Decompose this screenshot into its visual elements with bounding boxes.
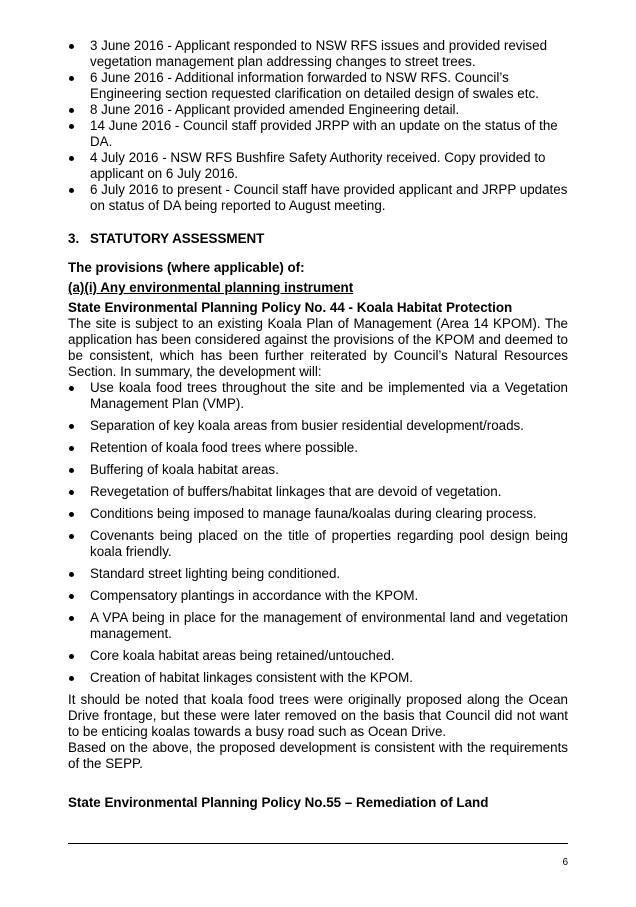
sepp44-point: Buffering of koala habitat areas. — [68, 462, 568, 478]
sepp44-point: Retention of koala food trees where possible. — [68, 440, 568, 456]
page-number: 6 — [562, 857, 568, 868]
sepp44-point: A VPA being in place for the management of environmental land and vegetation management. — [68, 610, 568, 642]
timeline-item: 6 June 2016 - Additional information forwarded to NSW RFS. Council’s Engineering section requested clarification on detailed design of swales etc. — [68, 70, 568, 102]
timeline-item: 8 June 2016 - Applicant provided amended Engineering detail. — [68, 102, 568, 118]
sepp55-heading: State Environmental Planning Policy No.55 – Remediation of Land — [68, 795, 489, 810]
sepp44-point: Conditions being imposed to manage fauna/koalas during clearing process. — [68, 506, 568, 522]
timeline-list — [68, 38, 568, 214]
timeline-item: 14 June 2016 - Council staff provided JRPP with an update on the status of the DA. — [68, 118, 568, 150]
sepp44-note-paragraph: It should be noted that koala food trees were originally proposed along the Ocean Drive frontage, but these were later removed on the basis that Council did not want to be enticing koalas towards a busy road such as Ocean Drive. — [68, 692, 568, 739]
sepp44-conclusion-paragraph: Based on the above, the proposed development is consistent with the requirements of the SEPP. — [68, 740, 568, 771]
instrument-subheading: (a)(i) Any environmental planning instrument — [68, 280, 354, 295]
sepp44-points-list — [68, 380, 568, 686]
sepp44-point: Core koala habitat areas being retained/untouched. — [68, 648, 568, 664]
page-content — [68, 38, 568, 811]
section-number: 3. — [68, 231, 80, 246]
section-title: STATUTORY ASSESSMENT — [90, 231, 265, 246]
section-heading — [68, 231, 568, 247]
timeline-item: 3 June 2016 - Applicant responded to NSW RFS issues and provided revised vegetation management plan addressing changes to street trees. — [68, 38, 568, 70]
sepp44-intro-paragraph: The site is subject to an existing Koala Plan of Management (Area 14 KPOM). The application has been considered against the provisions of the KPOM and deemed to be consistent, which has been further reiterated by Council’s Natural Resources Section. In summary, the development will: — [68, 316, 568, 379]
sepp44-point: Separation of key koala areas from busier residential development/roads. — [68, 418, 568, 434]
sepp44-point: Revegetation of buffers/habitat linkages that are devoid of vegetation. — [68, 484, 568, 500]
sepp44-point: Covenants being placed on the title of properties regarding pool design being koala friendly. — [68, 528, 568, 560]
provisions-heading: The provisions (where applicable) of: — [68, 260, 305, 275]
footer-divider — [68, 843, 568, 844]
timeline-item: 6 July 2016 to present - Council staff have provided applicant and JRPP updates on status of DA being reported to August meeting. — [68, 182, 568, 214]
sepp44-heading: State Environmental Planning Policy No. 44 - Koala Habitat Protection — [68, 300, 513, 315]
sepp44-point: Compensatory plantings in accordance with the KPOM. — [68, 588, 568, 604]
sepp44-point: Standard street lighting being conditioned. — [68, 566, 568, 582]
sepp44-point: Creation of habitat linkages consistent with the KPOM. — [68, 670, 568, 686]
timeline-item: 4 July 2016 - NSW RFS Bushfire Safety Authority received. Copy provided to applicant on 6 July 2016. — [68, 150, 568, 182]
sepp44-point: Use koala food trees throughout the site and be implemented via a Vegetation Management Plan (VMP). — [68, 380, 568, 412]
